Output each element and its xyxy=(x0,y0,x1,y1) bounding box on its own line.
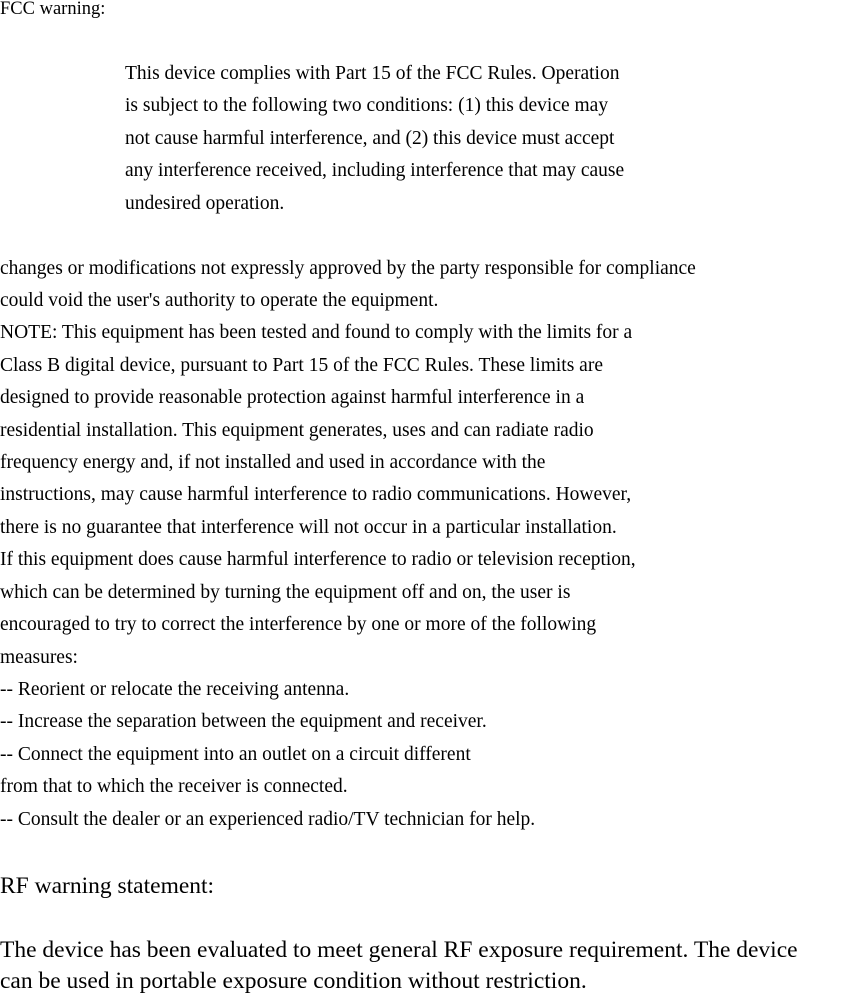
rf-line: The device has been evaluated to meet general RF exposure requirement. The device xyxy=(0,937,798,963)
rf-warning-heading: RF warning statement: xyxy=(0,873,215,899)
body-line: which can be determined by turning the equipment off and on, the user is xyxy=(0,582,571,603)
body-line: changes or modifications not expressly approved by the party responsible for compliance xyxy=(0,258,696,279)
body-line: could void the user's authority to operate the equipment. xyxy=(0,290,439,311)
body-line: there is no guarantee that interference will not occur in a particular installation. xyxy=(0,517,617,538)
compliance-line: is subject to the following two conditions: (1) this device may xyxy=(125,95,609,116)
body-line: from that to which the receiver is connected. xyxy=(0,776,348,797)
fcc-warning-heading: FCC warning: xyxy=(0,0,106,19)
body-line: -- Consult the dealer or an experienced radio/TV technician for help. xyxy=(0,809,536,830)
compliance-line: undesired operation. xyxy=(125,193,285,214)
rf-line: can be used in portable exposure condition without restriction. xyxy=(0,968,587,994)
body-line: frequency energy and, if not installed and used in accordance with the xyxy=(0,452,546,473)
body-line: measures: xyxy=(0,647,78,668)
body-line: designed to provide reasonable protection against harmful interference in a xyxy=(0,387,585,408)
body-line: -- Connect the equipment into an outlet on a circuit different xyxy=(0,744,471,765)
body-line: Class B digital device, pursuant to Part 15 of the FCC Rules. These limits are xyxy=(0,355,603,376)
body-line: encouraged to try to correct the interference by one or more of the following xyxy=(0,614,597,635)
body-line: NOTE: This equipment has been tested and found to comply with the limits for a xyxy=(0,322,633,343)
body-line: -- Increase the separation between the equipment and receiver. xyxy=(0,711,487,732)
compliance-line: This device complies with Part 15 of the FCC Rules. Operation xyxy=(125,63,620,84)
body-line: -- Reorient or relocate the receiving antenna. xyxy=(0,679,350,700)
compliance-line: not cause harmful interference, and (2) this device must accept xyxy=(125,128,615,149)
body-line: instructions, may cause harmful interference to radio communications. However, xyxy=(0,484,632,505)
compliance-line: any interference received, including interference that may cause xyxy=(125,160,625,181)
body-line: If this equipment does cause harmful interference to radio or television reception, xyxy=(0,549,636,570)
body-line: residential installation. This equipment generates, uses and can radiate radio xyxy=(0,420,594,441)
